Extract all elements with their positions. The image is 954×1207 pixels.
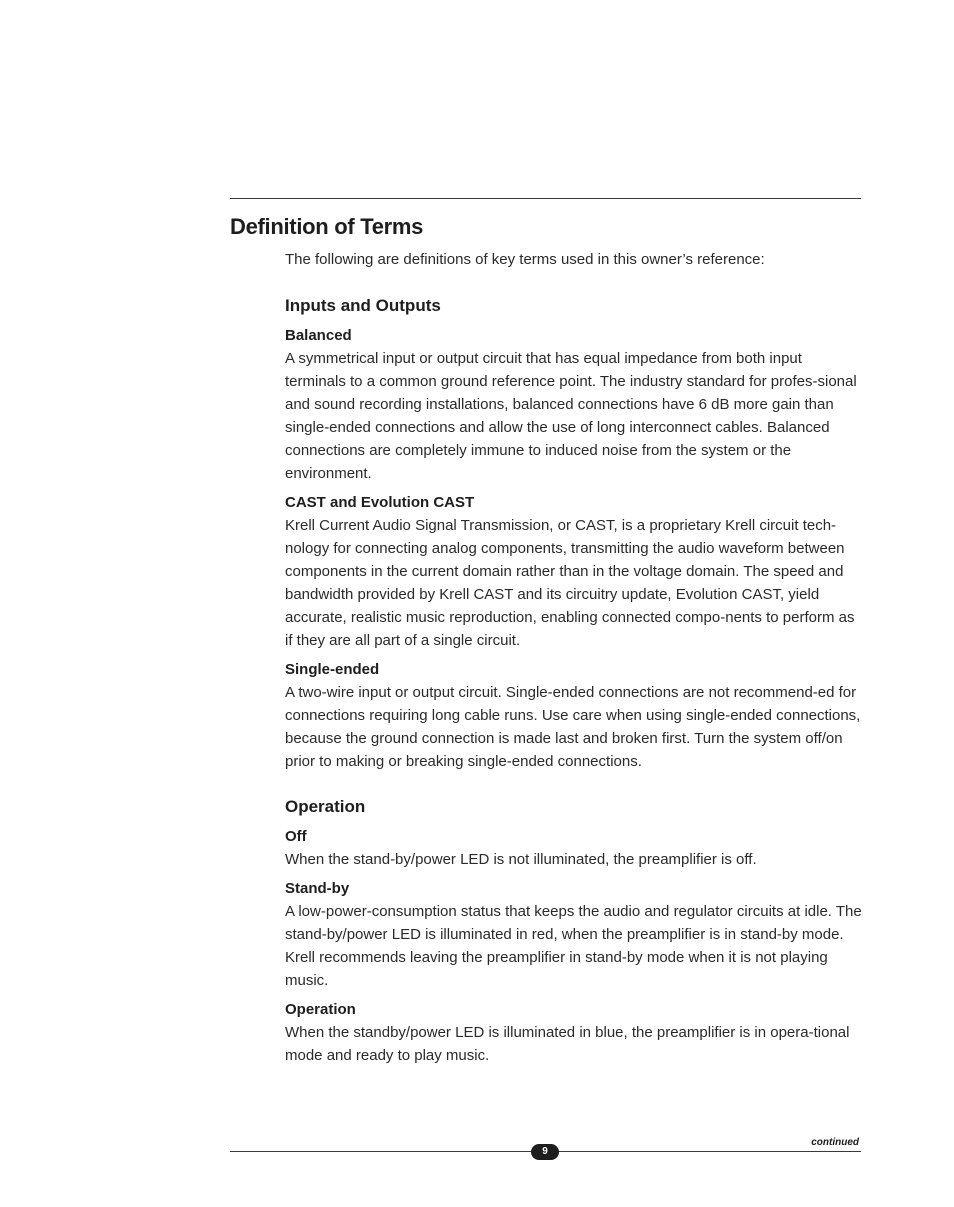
page-title: Definition of Terms bbox=[230, 214, 424, 239]
section-operation bbox=[285, 796, 865, 1067]
term-title: Off bbox=[285, 828, 307, 845]
term-title: Single-ended bbox=[285, 661, 380, 678]
header-rule bbox=[230, 198, 861, 199]
term-definition: Krell Current Audio Signal Transmission, or CAST, is a proprietary Krell circuit tech-nology for connecting analog components, transmitting the audio waveform between components in the current domain rather than in the voltage domain. The speed and bandwidth provided by Krell CAST and its circuitry update, Evolution CAST, yield accurate, realistic music reproduction, enabling connected compo-nents to perform as if they are all part of a single circuit. bbox=[285, 517, 855, 649]
term-entry-balanced bbox=[285, 325, 865, 485]
term-entry-off bbox=[285, 826, 865, 871]
term-definition: A low-power-consumption status that keeps the audio and regulator circuits at idle. The stand-by/power LED is illuminated in red, when the preamplifier is in stand-by mode. Krell recommends leaving the preamplifier in stand-by mode when it is not playing music. bbox=[285, 903, 862, 989]
page-number-badge: 9 bbox=[531, 1144, 559, 1160]
term-definition: A symmetrical input or output circuit that has equal impedance from both input terminals to a common ground reference point. The industry standard for profes-sional and sound recording installations, balanced connections have 6 dB more gain than single-ended connections and allow the use of long interconnect cables. Balanced connections are completely immune to induced noise from the system or the environment. bbox=[285, 350, 857, 482]
section-heading: Inputs and Outputs bbox=[285, 296, 441, 315]
term-title: Stand-by bbox=[285, 880, 350, 897]
section-heading: Operation bbox=[285, 797, 366, 816]
term-entry-stand-by bbox=[285, 878, 865, 992]
term-title: CAST and Evolution CAST bbox=[285, 494, 475, 511]
intro-text: The following are definitions of key terms used in this owner’s reference: bbox=[285, 251, 765, 268]
section-inputs-outputs bbox=[285, 295, 865, 773]
term-definition: When the standby/power LED is illuminated in blue, the preamplifier is in opera-tional mode and ready to play music. bbox=[285, 1024, 850, 1064]
term-definition: When the stand-by/power LED is not illuminated, the preamplifier is off. bbox=[285, 851, 757, 868]
term-entry-cast bbox=[285, 492, 865, 652]
term-title: Operation bbox=[285, 1001, 356, 1018]
term-entry-single-ended bbox=[285, 659, 865, 773]
term-title: Balanced bbox=[285, 327, 352, 344]
document-body bbox=[285, 248, 865, 1067]
term-definition: A two-wire input or output circuit. Single-ended connections are not recommend-ed for connections requiring long cable runs. Use care when using single-ended connections, because the ground connection is made last and broken first. Turn the system off/on prior to making or breaking single-ended connections. bbox=[285, 684, 861, 770]
term-entry-operation bbox=[285, 999, 865, 1067]
continued-label: continued bbox=[811, 1137, 859, 1148]
